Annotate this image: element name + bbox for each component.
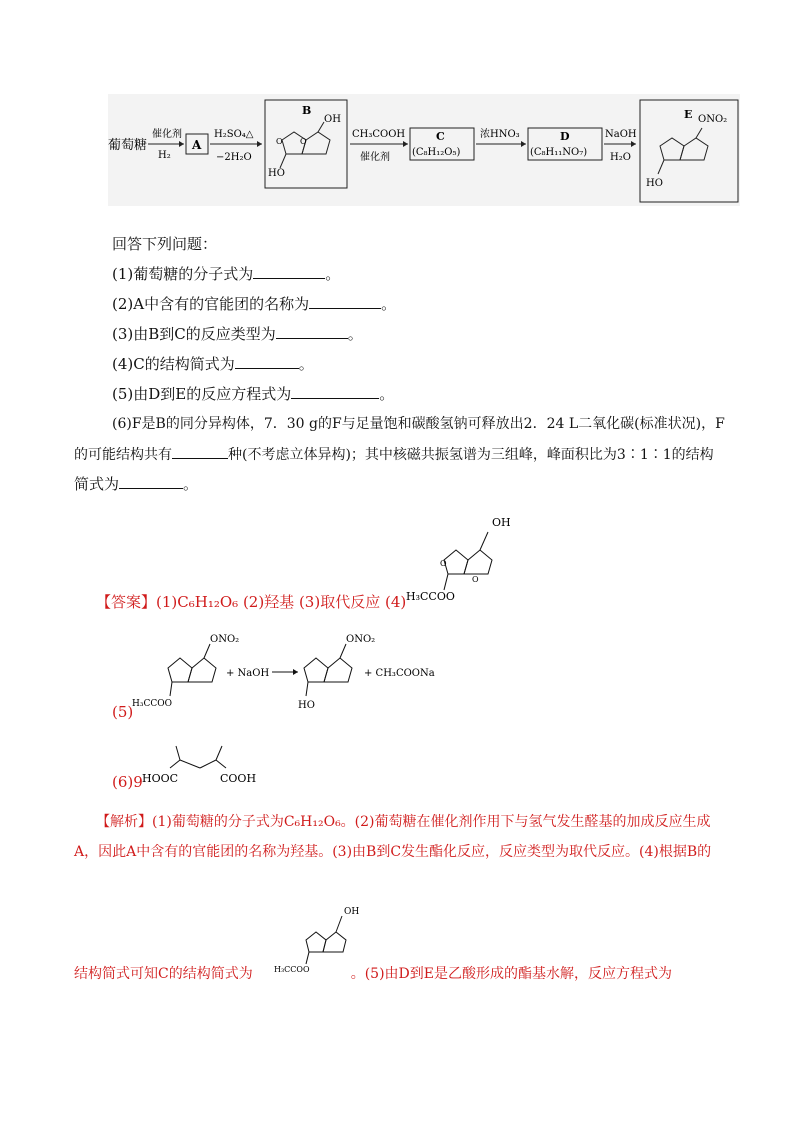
- reaction-scheme-svg: [108, 94, 740, 206]
- question-4-text: (4)C的结构简式为: [112, 355, 235, 373]
- box-c-formula: (C₈H₁₂O₅): [412, 147, 461, 158]
- svg-text:H₃CCOO: H₃CCOO: [274, 965, 310, 974]
- structure-f-answer: [140, 742, 260, 788]
- product-e: [304, 644, 352, 696]
- analysis-line1: 【解析】(1)葡萄糖的分子式为C₆H₁₂O₆。(2)葡萄糖在催化剂作用下与氢气发生醛基的加成反应生成: [96, 814, 711, 830]
- question-5: (5)由D到E的反应方程式为 。: [112, 385, 395, 403]
- analysis-line3: 结构简式可知C的结构简式为 。(5)由D到E是乙酸形成的酯基水解，反应方程式为: [74, 966, 672, 982]
- c-oh: OH: [492, 516, 511, 529]
- b-oh: OH: [324, 114, 341, 125]
- b-ho: HO: [268, 168, 285, 179]
- answer-blank-4: [235, 354, 299, 369]
- structure-c-answer: [404, 510, 524, 606]
- question-3-text: (3)由B到C的反应类型为: [112, 325, 276, 343]
- svg-text:+ NaOH: + NaOH: [226, 668, 270, 679]
- answer-blank-3: [276, 324, 348, 339]
- glucose-label: 葡萄糖: [108, 138, 148, 153]
- step4-reagent: 浓HNO₃: [480, 129, 520, 140]
- answer-blank-6b: [119, 474, 183, 489]
- reaction-scheme: [108, 94, 740, 206]
- question-6-line2: 的可能结构共有 种(不考虑立体异构)；其中核磁共振氢谱为三组峰，峰面积比为3∶1∶1的结构: [74, 444, 714, 465]
- e-ono2: ONO₂: [698, 114, 728, 125]
- svg-text:ONO₂: ONO₂: [346, 634, 376, 645]
- svg-text:COOH: COOH: [220, 772, 257, 785]
- svg-text:O: O: [472, 575, 479, 584]
- question-6-line1: (6)F是B的同分异构体，7．30 g的F与足量饱和碳酸氢钠可释放出2．24 L二氧化碳(标准状况)，F: [112, 416, 725, 432]
- box-b-label: B: [302, 104, 312, 117]
- answer-label: 【答案】: [96, 593, 157, 611]
- question-2-text: (2)A中含有的官能团的名称为: [112, 295, 310, 313]
- question-2: (2)A中含有的官能团的名称为 。: [112, 295, 397, 313]
- svg-text:HO: HO: [298, 700, 315, 711]
- box-d-formula: (C₈H₁₁NO₇): [530, 147, 588, 158]
- box-a-label: A: [192, 138, 202, 152]
- step5-water: H₂O: [610, 152, 631, 163]
- answer-blank-6a: [172, 444, 228, 459]
- questions-intro: 回答下列问题：: [112, 235, 218, 253]
- svg-text:HOOC: HOOC: [142, 772, 179, 785]
- structure-c-analysis: [272, 900, 372, 980]
- step3-reagent: CH₃COOH: [352, 129, 406, 140]
- svg-text:O: O: [440, 559, 447, 568]
- step1-catalyst: 催化剂: [152, 129, 182, 140]
- b-o1: O: [276, 137, 283, 146]
- question-4: (4)C的结构简式为 。: [112, 355, 314, 373]
- svg-text:ONO₂: ONO₂: [210, 634, 240, 645]
- c-ester: H₃CCOO: [406, 590, 455, 603]
- step5-reagent: NaOH: [605, 129, 637, 140]
- svg-text:OH: OH: [344, 907, 360, 917]
- question-1: (1)葡萄糖的分子式为 。: [112, 265, 341, 283]
- question-3: (3)由B到C的反应类型为 。: [112, 325, 363, 343]
- equation-5: [130, 632, 450, 718]
- analysis-line2: A，因此A中含有的官能团的名称为羟基。(3)由B到C发生酯化反应，反应类型为取代反应。(4)根据B的: [74, 844, 712, 860]
- question-6-line3: 简式为 。: [74, 475, 199, 493]
- svg-text:H₃CCOO: H₃CCOO: [132, 699, 172, 709]
- question-1-text: (1)葡萄糖的分子式为: [112, 265, 254, 283]
- step1-h2: H₂: [158, 150, 171, 161]
- question-5-text: (5)由D到E的反应方程式为: [112, 385, 292, 403]
- answer-5-label: (5): [112, 703, 134, 721]
- box-d-label: D: [560, 130, 570, 143]
- answer-parts: (1)C₆H₁₂O₆ (2)羟基 (3)取代反应 (4): [156, 593, 407, 611]
- answer-blank-2: [309, 294, 381, 309]
- reactant-d: [168, 644, 216, 696]
- answer-6-label: (6)9: [112, 773, 143, 791]
- box-e-label: E: [684, 108, 693, 121]
- isosorbide-nitrate-e: [658, 128, 708, 174]
- answer-blank-1: [253, 264, 325, 279]
- answer-line: [96, 592, 406, 612]
- step3-catalyst: 催化剂: [360, 152, 390, 163]
- svg-text:+ CH₃COONa: + CH₃COONa: [364, 668, 435, 679]
- b-o2: O: [300, 137, 307, 146]
- step2-water: −2H₂O: [216, 152, 252, 163]
- answer-blank-5: [291, 384, 379, 399]
- e-ho: HO: [646, 178, 663, 189]
- box-c-label: C: [436, 130, 445, 143]
- step2-reagent: H₂SO₄△: [214, 129, 254, 140]
